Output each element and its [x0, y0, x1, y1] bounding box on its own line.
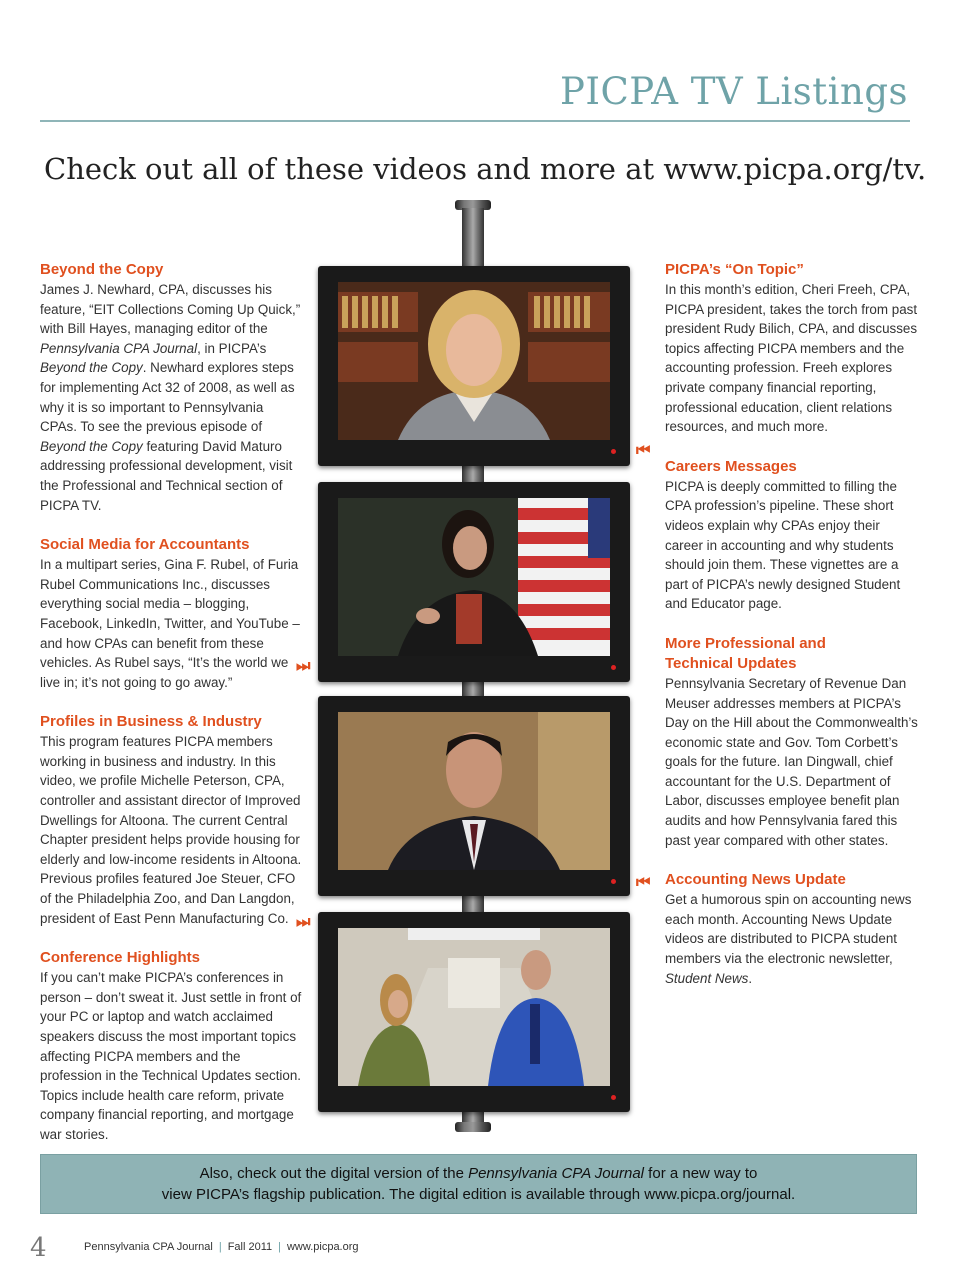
listing-body: PICPA is deeply committed to filling the CPA profession’s pipeline. These short videos explain why CPAs enjoy their career in accounting and why students should join them. These vignettes are a part of PICPA’s newly designed Student and Educator page.	[665, 478, 901, 612]
subheading: Check out all of these videos and more at www.picpa.org/tv.	[44, 152, 927, 186]
issue-date: Fall 2011	[227, 1241, 273, 1253]
presenter-man-image	[338, 712, 610, 870]
power-led	[611, 1095, 616, 1100]
listing-on-topic	[665, 260, 920, 437]
listing-title: Careers Messages	[665, 457, 797, 475]
digital-edition-callout	[40, 1154, 917, 1214]
callout-line-1: Also, check out the digital version of the Pennsylvania CPA Journal for a new way to	[199, 1165, 758, 1182]
listing-careers	[665, 457, 920, 614]
video-thumbnail-social-media[interactable]	[318, 482, 630, 682]
power-led	[611, 879, 616, 884]
presenter-flag-image	[338, 498, 610, 656]
listing-title: Accounting News Update	[665, 871, 846, 889]
listing-body: If you can’t make PICPA’s conferences in person – don’t sweat it. Just settle in front of your PC or laptop and watch acclaimed speakers discuss the most important topics affecting PICPA members and the profession in the Technical Updates section. Topics include health care reform, private company financial reporting, and mortgage war stories.	[40, 970, 302, 1142]
callout-line-2: view PICPA’s flagship publication. The digital edition is available through www.picpa.org/journal.	[161, 1186, 796, 1203]
video-screen	[338, 928, 610, 1086]
listing-technical-updates	[665, 634, 920, 850]
running-footer	[84, 1241, 359, 1253]
presenter-bookshelf-image	[338, 282, 610, 440]
listing-body: This program features PICPA members working in business and industry. In this video, we profile Michelle Peterson, CPA, controller and assistant director of Improved Dwellings for Altoona. The current Central Chapter president helps provide housing for elderly and low-income residents in Altoona. Previous profiles featured Joe Steuer, CFO of the Philadelphia Zoo, and Dan Langdon, president of East Penn Manufacturing Co.	[40, 734, 302, 926]
power-led	[611, 665, 616, 670]
listing-title: More Professional and Technical Updates	[665, 634, 826, 672]
listing-social-media	[40, 535, 302, 692]
listing-body: James J. Newhard, CPA, discusses his feature, “EIT Collections Coming Up Quick,” with Bill Hayes, managing editor of the Pennsylvania CPA Journal, in PICPA’s Beyond the Copy. Newhard explores steps for implementing Act 32 of 2008, as well as why it is so important to Pennsylvania CPAs. To see the previous episode of Beyond the Copy featuring David Maturo addressing professional development, visit the Professional and Technical section of PICPA TV.	[40, 282, 301, 513]
listing-body: Get a humorous spin on accounting news each month. Accounting News Update videos are distributed to PICPA student members via the electronic newsletter, Student News.	[665, 892, 912, 986]
listing-title: PICPA’s “On Topic”	[665, 261, 804, 278]
listing-body: In a multipart series, Gina F. Rubel, of Furia Rubel Communications Inc., discusses everything social media – blogging, Facebook, LinkedIn, Twitter, and YouTube – and how CPAs can benefit from these vehicles. As Rubel says, “It’s the world we live in; it’s not going to go away.”	[40, 557, 300, 690]
listing-title: Beyond the Copy	[40, 261, 164, 278]
video-thumbnail-careers[interactable]	[318, 912, 630, 1112]
website-link[interactable]: www.picpa.org	[286, 1241, 359, 1253]
video-thumbnail-on-topic[interactable]	[318, 266, 630, 466]
hallway-couple-image	[338, 928, 610, 1086]
listing-body: Pennsylvania Secretary of Revenue Dan Meuser addresses members at PICPA’s Day on the Hill about the Commonwealth’s economic state and Gov. Tom Corbett’s goals for the future. Ian Dingwall, chief accountant for the U.S. Department of Labor, discusses employee benefit plan audits and how Pennsylvania fared this past year compared with other states.	[665, 675, 918, 848]
page-number: 4	[30, 1233, 47, 1263]
next-icon[interactable]: ⏭	[296, 912, 311, 931]
listing-conference	[40, 948, 302, 1144]
separator: |	[218, 1241, 222, 1253]
next-icon[interactable]: ⏭	[296, 656, 311, 675]
header-divider	[40, 120, 910, 122]
journal-name: Pennsylvania CPA Journal	[84, 1241, 213, 1253]
right-column	[665, 260, 920, 1008]
separator: |	[278, 1241, 281, 1253]
listing-accounting-news	[665, 870, 920, 988]
left-column	[40, 260, 302, 1165]
listing-title: Social Media for Accountants	[40, 536, 250, 554]
listing-profiles	[40, 712, 302, 928]
video-screen	[338, 498, 610, 656]
video-screen	[338, 282, 610, 440]
listing-body: In this month’s edition, Cheri Freeh, CPA, PICPA president, takes the torch from past president Rudy Bilich, CPA, and discusses topics affecting PICPA members and the accounting profession. Freeh explores private company financial reporting, professional education, client relations resources, and much more.	[665, 282, 918, 435]
listing-title: Conference Highlights	[40, 949, 201, 967]
previous-icon[interactable]: ⏮	[636, 872, 651, 891]
power-led	[611, 449, 616, 454]
listing-title: Profiles in Business & Industry	[40, 713, 262, 731]
listing-beyond-the-copy	[40, 260, 302, 515]
pole-cap-bottom	[455, 1122, 491, 1132]
video-screen	[338, 712, 610, 870]
video-thumbnail-technical-updates[interactable]	[318, 696, 630, 896]
page-title: PICPA TV Listings	[559, 70, 908, 113]
previous-icon[interactable]: ⏮	[636, 440, 651, 459]
